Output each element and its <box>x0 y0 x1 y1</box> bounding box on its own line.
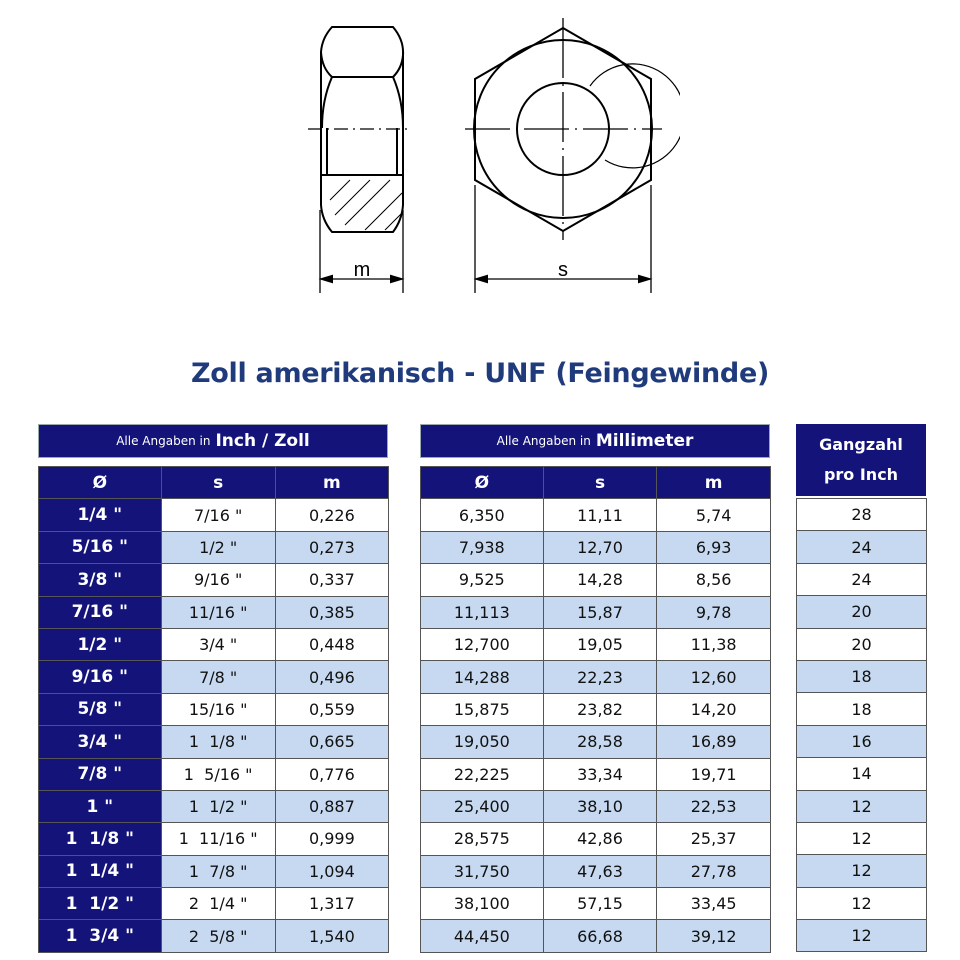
table-cell: 38,100 <box>421 888 544 920</box>
table-row <box>797 822 927 854</box>
tpi-table <box>796 498 927 952</box>
table-row <box>421 855 771 887</box>
column-header: m <box>275 467 388 499</box>
table-cell: 6,93 <box>657 531 771 563</box>
table-cell: 2 1/4 " <box>161 888 275 920</box>
table-cell: 20 <box>797 628 927 660</box>
table-row <box>39 758 389 790</box>
table-cell: 20 <box>797 596 927 628</box>
table-cell: 11,38 <box>657 628 771 660</box>
table-row <box>421 888 771 920</box>
table-cell: 7/8 " <box>161 661 275 693</box>
table-cell: 28,58 <box>543 726 657 758</box>
table-row <box>39 693 389 725</box>
table-row <box>39 726 389 758</box>
table-cell: 1,317 <box>275 888 388 920</box>
table-cell: 1 1/2 " <box>39 888 162 920</box>
header-row <box>39 467 389 499</box>
table-cell: 14,288 <box>421 661 544 693</box>
table-row <box>421 790 771 822</box>
table-cell: 1 1/8 " <box>39 823 162 855</box>
table-cell: 1 1/4 " <box>39 855 162 887</box>
table-cell: 19,71 <box>657 758 771 790</box>
table-cell: 16 <box>797 725 927 757</box>
table-row <box>421 920 771 952</box>
table-cell: 7/16 " <box>39 596 162 628</box>
table-cell: 1/2 " <box>39 628 162 660</box>
table-cell: 0,385 <box>275 596 388 628</box>
table-row <box>39 531 389 563</box>
table-cell: 9,525 <box>421 564 544 596</box>
table-cell: 25,400 <box>421 790 544 822</box>
table-row <box>39 628 389 660</box>
table-cell: 23,82 <box>543 693 657 725</box>
table-cell: 15,875 <box>421 693 544 725</box>
column-header: Ø <box>39 467 162 499</box>
table-cell: 1 3/4 " <box>39 920 162 952</box>
table-cell: 28,575 <box>421 823 544 855</box>
table-cell: 5/16 " <box>39 531 162 563</box>
banner-prefix: Alle Angaben in <box>496 434 591 448</box>
table-cell: 1 1/8 " <box>161 726 275 758</box>
table-cell: 19,050 <box>421 726 544 758</box>
table-cell: 11/16 " <box>161 596 275 628</box>
table-cell: 12 <box>797 822 927 854</box>
table-row <box>797 855 927 887</box>
table-cell: 1 1/2 " <box>161 790 275 822</box>
table-cell: 1 7/8 " <box>161 855 275 887</box>
tpi-header <box>796 424 926 496</box>
table-row <box>39 596 389 628</box>
table-row <box>421 823 771 855</box>
hex-nut-drawing <box>300 0 680 300</box>
table-cell: 14,20 <box>657 693 771 725</box>
table-row <box>797 920 927 952</box>
svg-text:s: s <box>558 259 568 281</box>
table-cell: 18 <box>797 693 927 725</box>
table-cell: 16,89 <box>657 726 771 758</box>
table-cell: 1,540 <box>275 920 388 952</box>
table-row <box>797 725 927 757</box>
table-cell: 18 <box>797 660 927 692</box>
banner-prefix: Alle Angaben in <box>116 434 211 448</box>
table-row <box>39 823 389 855</box>
table-cell: 22,23 <box>543 661 657 693</box>
table-cell: 0,887 <box>275 790 388 822</box>
table-row <box>797 563 927 595</box>
table-cell: 22,225 <box>421 758 544 790</box>
table-cell: 0,776 <box>275 758 388 790</box>
table-cell: 25,37 <box>657 823 771 855</box>
table-row <box>797 758 927 790</box>
tpi-header-line1: Gangzahl <box>819 435 903 454</box>
table-cell: 12 <box>797 920 927 952</box>
table-cell: 12 <box>797 855 927 887</box>
table-row <box>39 564 389 596</box>
table-cell: 7/16 " <box>161 499 275 531</box>
table-cell: 1 5/16 " <box>161 758 275 790</box>
table-cell: 42,86 <box>543 823 657 855</box>
table-row <box>421 531 771 563</box>
table-cell: 15,87 <box>543 596 657 628</box>
table-cell: 38,10 <box>543 790 657 822</box>
table-cell: 7/8 " <box>39 758 162 790</box>
table-row <box>421 758 771 790</box>
table-cell: 7,938 <box>421 531 544 563</box>
column-header: s <box>543 467 657 499</box>
table-cell: 12 <box>797 887 927 919</box>
table-cell: 0,559 <box>275 693 388 725</box>
table-row <box>797 531 927 563</box>
table-row <box>39 499 389 531</box>
table-cell: 39,12 <box>657 920 771 952</box>
table-cell: 15/16 " <box>161 693 275 725</box>
table-row <box>421 726 771 758</box>
banner-unit: Inch / Zoll <box>215 431 310 451</box>
table-cell: 5/8 " <box>39 693 162 725</box>
mm-banner <box>420 424 770 458</box>
table-cell: 0,999 <box>275 823 388 855</box>
table-cell: 33,34 <box>543 758 657 790</box>
table-cell: 2 5/8 " <box>161 920 275 952</box>
table-row <box>797 628 927 660</box>
table-cell: 0,273 <box>275 531 388 563</box>
tpi-header-line2: pro Inch <box>823 465 899 484</box>
table-cell: 6,350 <box>421 499 544 531</box>
table-cell: 0,226 <box>275 499 388 531</box>
table-cell: 12,700 <box>421 628 544 660</box>
table-row <box>421 693 771 725</box>
table-row <box>421 596 771 628</box>
table-row <box>39 855 389 887</box>
mm-table <box>420 466 771 953</box>
table-row <box>39 790 389 822</box>
table-row <box>797 790 927 822</box>
table-row <box>797 887 927 919</box>
table-cell: 3/4 " <box>161 628 275 660</box>
table-cell: 28 <box>797 499 927 531</box>
table-cell: 44,450 <box>421 920 544 952</box>
table-cell: 24 <box>797 563 927 595</box>
inch-table <box>38 466 389 953</box>
table-row <box>797 693 927 725</box>
table-cell: 14 <box>797 758 927 790</box>
banner-unit: Millimeter <box>595 431 694 451</box>
table-row <box>797 660 927 692</box>
table-cell: 33,45 <box>657 888 771 920</box>
column-header: Ø <box>421 467 544 499</box>
header-row <box>421 467 771 499</box>
table-cell: 12 <box>797 790 927 822</box>
page-title: Zoll amerikanisch - UNF (Feingewinde) <box>190 358 769 389</box>
table-cell: 14,28 <box>543 564 657 596</box>
table-cell: 0,448 <box>275 628 388 660</box>
table-cell: 27,78 <box>657 855 771 887</box>
table-cell: 24 <box>797 531 927 563</box>
table-cell: 12,70 <box>543 531 657 563</box>
inch-banner <box>38 424 388 458</box>
table-cell: 8,56 <box>657 564 771 596</box>
table-cell: 9/16 " <box>161 564 275 596</box>
table-cell: 11,11 <box>543 499 657 531</box>
table-cell: 47,63 <box>543 855 657 887</box>
table-row <box>39 920 389 952</box>
column-header: m <box>657 467 771 499</box>
table-cell: 57,15 <box>543 888 657 920</box>
table-cell: 22,53 <box>657 790 771 822</box>
table-cell: 1,094 <box>275 855 388 887</box>
table-cell: 19,05 <box>543 628 657 660</box>
table-cell: 0,337 <box>275 564 388 596</box>
table-row <box>39 888 389 920</box>
table-row <box>797 499 927 531</box>
table-row <box>421 564 771 596</box>
table-cell: 9,78 <box>657 596 771 628</box>
table-cell: 31,750 <box>421 855 544 887</box>
column-header: s <box>161 467 275 499</box>
table-row <box>797 596 927 628</box>
table-cell: 0,496 <box>275 661 388 693</box>
table-cell: 1/4 " <box>39 499 162 531</box>
table-row <box>421 628 771 660</box>
table-cell: 12,60 <box>657 661 771 693</box>
table-cell: 9/16 " <box>39 661 162 693</box>
table-cell: 1 11/16 " <box>161 823 275 855</box>
table-cell: 11,113 <box>421 596 544 628</box>
svg-text:m: m <box>353 259 371 281</box>
table-cell: 5,74 <box>657 499 771 531</box>
table-row <box>39 661 389 693</box>
table-cell: 1 " <box>39 790 162 822</box>
table-cell: 1/2 " <box>161 531 275 563</box>
table-row <box>421 499 771 531</box>
table-cell: 66,68 <box>543 920 657 952</box>
table-cell: 0,665 <box>275 726 388 758</box>
table-cell: 3/8 " <box>39 564 162 596</box>
table-cell: 3/4 " <box>39 726 162 758</box>
table-row <box>421 661 771 693</box>
